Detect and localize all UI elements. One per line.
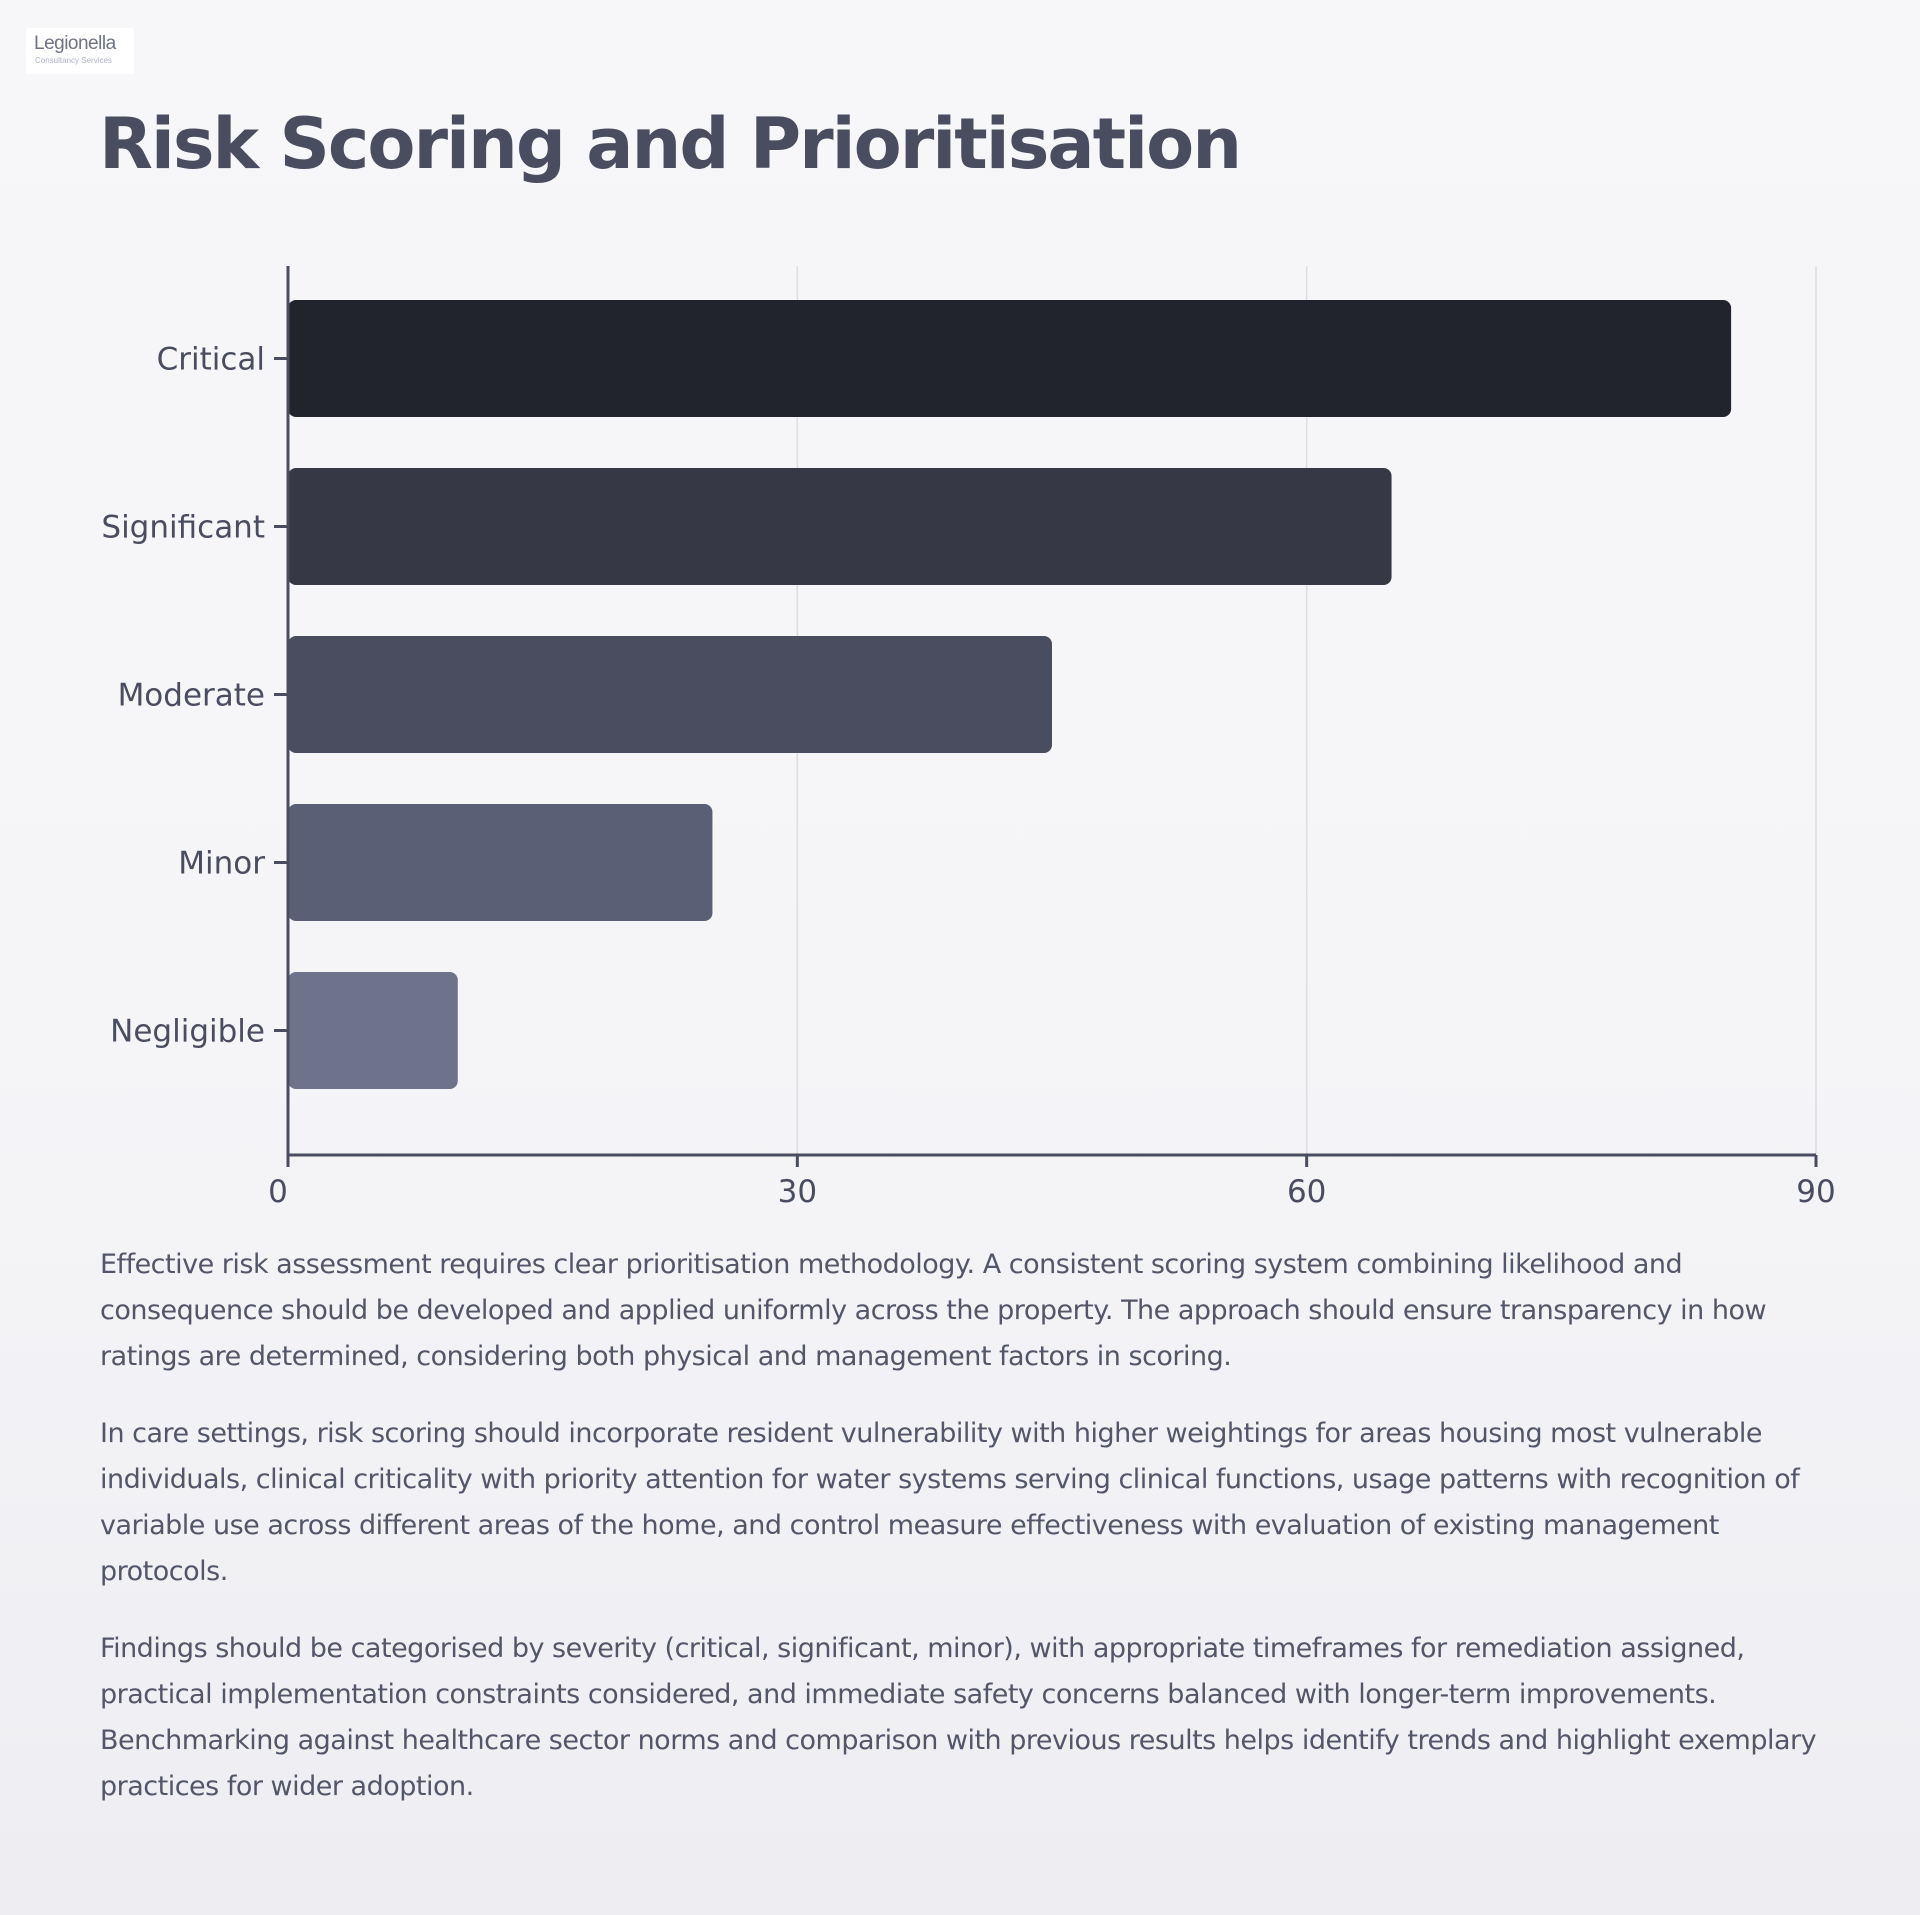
logo-subtitle: Consultancy Services (35, 56, 112, 65)
paragraph: In care settings, risk scoring should incorporate resident vulnerability with higher weightings for areas housing most vulnerable individuals, clinical criticality with priority attention for water systems serving clinical functions, usage patterns with recognition of variable use across different areas of the home, and control measure effectiveness with evaluation of existing management protocols. (100, 1418, 1800, 1587)
logo-name: Legionella (34, 33, 116, 54)
x-tick-label: 60 (1286, 1174, 1327, 1210)
bar-significant (288, 468, 1392, 585)
paragraph: Effective risk assessment requires clear prioritisation methodology. A consistent scoring system combining likelihood and consequence should be developed and applied uniformly across the property. The approach should ensure transparency in how ratings are determined, considering both physical and management factors in scoring. (100, 1249, 1767, 1372)
paragraph: Findings should be categorised by severity (critical, significant, minor), with appropriate timeframes for remediation assigned, practical implementation constraints considered, and immediate safety concerns balanced with longer-term improvements. Benchmarking against healthcare sector norms and comparison with previous results helps identify trends and highlight exemplary practices for wider adoption. (100, 1633, 1817, 1802)
bar-critical (288, 300, 1731, 417)
x-tick-label: 30 (777, 1174, 818, 1210)
bar-negligible (288, 972, 458, 1089)
y-tick-label: Critical (156, 341, 265, 378)
x-tick-label: 0 (268, 1174, 288, 1210)
y-tick-label: Negligible (110, 1013, 265, 1050)
bar-minor (288, 804, 712, 921)
bars (288, 300, 1731, 1089)
y-tick-label: Significant (101, 509, 265, 546)
body-text (100, 1242, 1825, 1841)
x-tick-label: 90 (1796, 1174, 1836, 1210)
y-tick-label: Minor (178, 845, 265, 882)
bar-moderate (288, 636, 1052, 753)
y-tick-label: Moderate (117, 677, 265, 714)
page-title: Risk Scoring and Prioritisation (99, 103, 1241, 185)
